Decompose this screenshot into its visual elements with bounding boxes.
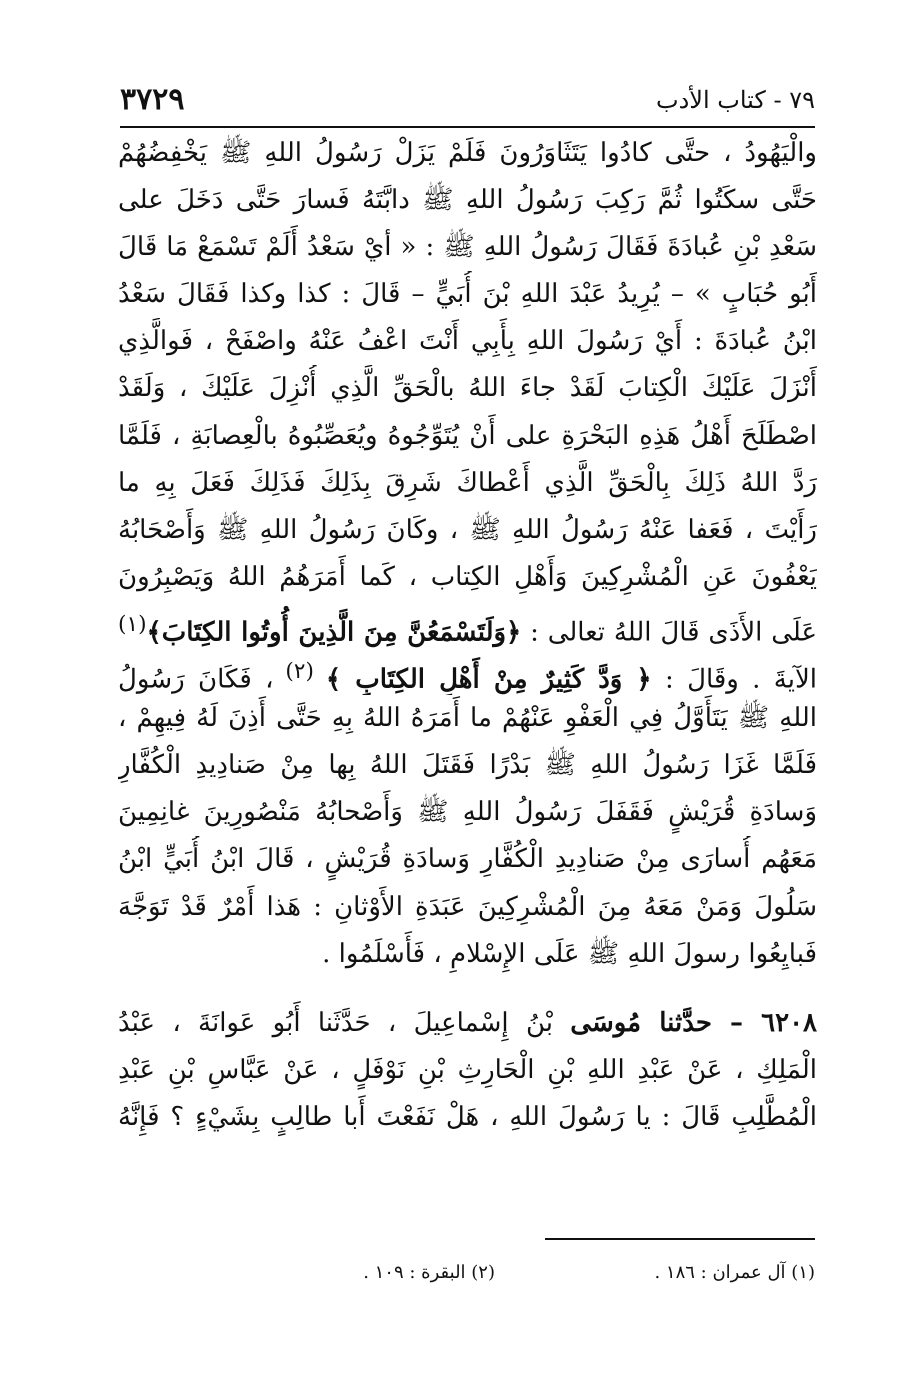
footnote-divider: [545, 1238, 815, 1240]
hadith-dash: –: [711, 1007, 762, 1038]
footnote-ref: (٢): [273, 659, 326, 685]
footnotes: [270, 1262, 815, 1292]
hadith-first-line: [118, 1000, 817, 1047]
text-line: وَسادَةِ قُرَيْشٍ فَقَفَلَ رَسُولُ اللهِ ﷺ وَأَصْحابُهُ مَنْصُورِينَ غانِمِينَ: [118, 797, 817, 828]
narrator-name: حدَّثنا مُوسَى: [570, 1007, 712, 1038]
quran-citation-line: [118, 601, 817, 648]
page-header: [120, 82, 815, 122]
text-line: اصْطَلَحَ أَهْلُ هَذِهِ البَحْرَةِ على أَنْ يُتَوِّجُوهُ ويُعَصِّبُوهُ بالْعِصابَةِ ، فَلَمَّا: [118, 420, 817, 451]
quran-verse: ﴿وَلَتَسْمَعُنَّ مِنَ الَّذِينَ أُوتُوا الكِتَابَ﴾: [146, 617, 522, 648]
text-segment: عَلَى الأَذَى قَالَ اللهُ تعالى :: [521, 617, 817, 648]
text-segment: الآيةَ . وقَالَ :: [651, 664, 817, 695]
footnote-ref: (١): [118, 611, 147, 637]
text-line: رَأَيْتَ ، فَعَفا عَنْهُ رَسُولُ اللهِ ﷺ ، وكَانَ رَسُولُ اللهِ ﷺ وَأَصْحَابُهُ: [118, 514, 817, 545]
page-number: ٣٧٢٩: [120, 82, 185, 117]
text-line: الْمَلِكِ ، عَنْ عَبْدِ اللهِ بْنِ الْحَارِثِ بْنِ نَوْفَلٍ ، عَنْ عَبَّاسِ بْنِ عَبْدِ: [118, 1054, 817, 1085]
text-line: سَلُولَ وَمَنْ مَعَهُ مِنَ الْمُشْرِكِينَ عَبَدَةِ الأَوْثانِ : هَذا أَمْرٌ قَدْ تَوَجَّهَ: [118, 891, 817, 922]
text-line: يَعْفُونَ عَنِ الْمُشْرِكِينَ وَأَهْلِ الكِتاب ، كَما أَمَرَهُمُ اللهُ وَيَصْبِرُونَ: [118, 561, 817, 592]
text-line: أَبُو حُبَابٍ » – يُرِيدُ عَبْدَ اللهِ بْنَ أُبَيٍّ – قَالَ : كذا وكذا فَقَالَ سَعْدُ: [118, 279, 817, 310]
chapter-title: ٧٩ - كتاب الأدب: [656, 86, 815, 114]
main-text: [118, 130, 817, 1141]
text-line: حَتَّى سكَتُوا ثُمَّ رَكِبَ رَسُولُ اللهِ ﷺ دابَّتَهُ فَسارَ حَتَّى دَخَلَ على: [118, 185, 817, 216]
quran-verse: ﴿ وَدَّ كَثِيرٌ مِنْ أَهْلِ الكِتَابِ ﴾: [325, 664, 652, 695]
text-line: مَعَهُم أُسارَى مِنْ صَنادِيدِ الْكُفَّارِ وَسادَةِ قُرَيْشٍ ، قَالَ ابْنُ أُبَيٍّ ابْنُ: [118, 844, 817, 875]
text-line: والْيَهُودُ ، حتَّى كادُوا يَتَثَاوَرُونَ فَلَمْ يَزَلْ رَسُولُ اللهِ ﷺ يَخْفِضُهُمْ: [118, 138, 817, 168]
text-line: رَدَّ اللهُ ذَلِكَ بِالْحَقِّ الَّذِي أَعْطاكَ شَرِقَ بِذَلِكَ فَذَلِكَ فَعَلَ بِهِ ما: [118, 467, 817, 498]
text-segment: بْنُ إِسْماعِيلَ ، حَدَّثَنا أَبُو عَوانَةَ ، عَبْدُ: [118, 1007, 571, 1038]
paragraph-gap: [118, 978, 817, 1000]
header-divider: [120, 126, 815, 128]
text-segment: ، فَكَانَ رَسُولُ: [118, 664, 274, 695]
text-line: فَلَمَّا غَزَا رَسُولُ اللهِ ﷺ بَدْرًا فَقَتَلَ اللهُ بِها مِنْ صَنادِيدِ الْكُفَّارِ: [118, 750, 817, 781]
hadith-number: ٦٢٠٨: [761, 1007, 817, 1038]
text-line: اللهِ ﷺ يَتَأَوَّلُ فِي الْعَفْوِ عَنْهُمْ ما أَمَرَهُ اللهُ بِهِ حَتَّى أَذِنَ لَهُ فِيهِمْ ،: [118, 703, 817, 734]
text-line: الْمُطَّلِبِ قَالَ : يا رَسُولَ اللهِ ، هَلْ نَفَعْتَ أَبا طالِبٍ بِشَيْءٍ ؟ فَإِنَّهُ: [118, 1101, 817, 1132]
text-line: سَعْدِ بْنِ عُبادَةَ فَقَالَ رَسُولُ اللهِ ﷺ : « أيْ سَعْدُ أَلَمْ تَسْمَعْ مَا قَالَ: [118, 232, 817, 263]
text-line: فَبايِعُوا رسولَ اللهِ ﷺ عَلَى الإِسْلامِ ، فَأَسْلَمُوا .: [322, 938, 817, 969]
footnote-1: (١) آل عمران : ١٨٦ .: [654, 1262, 815, 1283]
quran-citation-line: [118, 648, 817, 695]
text-line: أَنْزَلَ عَلَيْكَ الْكِتابَ لَقَدْ جاءَ اللهُ بالْحَقِّ الَّذِي أُنْزِلَ عَلَيْكَ ، وَلَقَدْ: [118, 373, 817, 404]
text-line: ابْنُ عُبادَةَ : أَيْ رَسُولَ اللهِ بِأَبِي أَنْتَ اعْفُ عَنْهُ واصْفَحْ ، فَوالَّذِي: [118, 326, 817, 357]
footnote-2: (٢) البقرة : ١٠٩ .: [363, 1262, 495, 1283]
